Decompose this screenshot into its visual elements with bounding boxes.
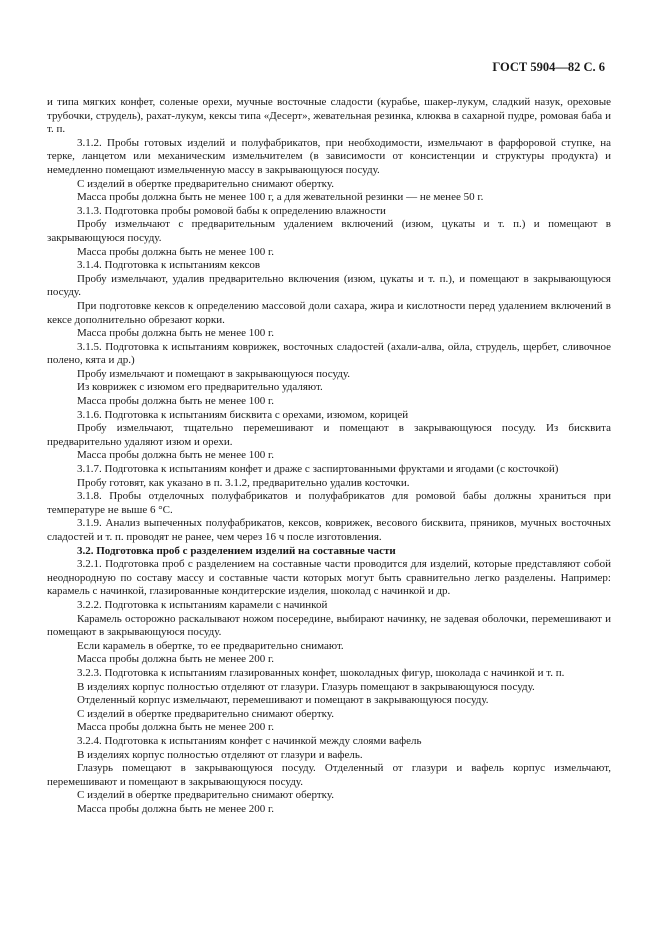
paragraph: 3.2.1. Подготовка проб с разделением на составные части проводится для изделий, которые представляют собой неоднородную по составу массу и составные части которых могут быть сравнительно легко разделены. Например: карамель с начинкой, глазированные кондитерские изделия, шоколад с начинкой и др. <box>47 558 611 598</box>
paragraph: 3.1.8. Пробы отделочных полуфабрикатов и полуфабрикатов для ромовой бабы должны храниться при температуре не выше 6 °С. <box>47 490 611 516</box>
paragraph: Пробу измельчают, удалив предварительно включения (изюм, цукаты и т. п.), и помещают в закрывающуюся посуду. <box>47 272 611 299</box>
paragraph: 3.1.7. Подготовка к испытаниям конфет и драже с заспиртованными фруктами и ягодами (с косточкой) <box>77 463 559 476</box>
paragraph: Карамель осторожно раскалывают ножом посередине, выбирают начинку, не задевая оболочки, перемешивают и помещают в закрывающуюся посуду. <box>47 612 611 639</box>
paragraph: Глазурь помещают в закрывающуюся посуду. Отделенный от глазури и вафель корпус измельчают, перемешивают и помещают в закрывающуюся посуду. <box>47 762 611 788</box>
paragraph: Масса пробы должна быть не менее 100 г. <box>77 395 274 408</box>
paragraph: 3.1.5. Подготовка к испытаниям коврижек, восточных сладостей (ахали-алва, ойла, струдель, щербет, сливочное полено, кята и др.) <box>47 340 611 367</box>
paragraph: В изделиях корпус полностью отделяют от глазури. Глазурь помещают в закрывающуюся посуду. <box>77 680 535 693</box>
paragraph: Если карамель в обертке, то ее предварительно снимают. <box>77 639 344 652</box>
paragraph: 3.2.3. Подготовка к испытаниям глазированных конфет, шоколадных фигур, шоколада с начинкой и т. п. <box>77 666 565 679</box>
paragraph: Отделенный корпус измельчают, перемешивают и помещают в закрывающуюся посуду. <box>77 694 489 707</box>
paragraph: Масса пробы должна быть не менее 100 г. <box>77 245 274 258</box>
paragraph: Пробу измельчают и помещают в закрывающуюся посуду. <box>77 367 351 380</box>
paragraph: С изделий в обертке предварительно снимают обертку. <box>77 177 335 190</box>
section-heading: 3.2. Подготовка проб с разделением изделий на составные части <box>77 544 396 557</box>
paragraph: 3.1.6. Подготовка к испытаниям бисквита с орехами, изюмом, корицей <box>77 408 409 421</box>
paragraph: С изделий в обертке предварительно снимают обертку. <box>77 707 335 720</box>
paragraph: При подготовке кексов к определению массовой доли сахара, жира и кислотности перед удалением включений в кексе дополнительно обрезают корки. <box>47 299 611 326</box>
paragraph: Масса пробы должна быть не менее 100 г. <box>77 327 274 340</box>
paragraph: 3.1.9. Анализ выпеченных полуфабрикатов, кексов, коврижек, весового бисквита, пряников, мучных восточных сладостей и т. п. проводят не ранее, чем через 16 ч после изготовления. <box>47 517 611 543</box>
page-header: ГОСТ 5904—82 С. 6 <box>492 60 605 74</box>
paragraph: С изделий в обертке предварительно снимают обертку. <box>77 789 335 802</box>
paragraph: Масса пробы должна быть не менее 100 г. <box>77 449 274 462</box>
paragraph: Пробу готовят, как указано в п. 3.1.2, предварительно удалив косточки. <box>77 476 410 489</box>
paragraph: 3.1.2. Пробы готовых изделий и полуфабрикатов, при необходимости, измельчают в фарфоровой ступке, на терке, ланцетом или механическим измельчителем (в зависимости от консистенции и структуры продукта) и немедленно помещают измельченную массу в закрывающуюся посуду. <box>47 136 611 176</box>
paragraph: Масса пробы должна быть не менее 200 г. <box>77 721 274 734</box>
paragraph: 3.1.3. Подготовка пробы ромовой бабы к определению влажности <box>77 204 386 217</box>
paragraph: В изделиях корпус полностью отделяют от глазури и вафель. <box>77 748 363 761</box>
paragraph: Масса пробы должна быть не менее 200 г. <box>77 653 274 666</box>
paragraph: и типа мягких конфет, соленые орехи, мучные восточные сладости (курабье, шакер-лукум, сладкий назук, ореховые трубочки, струдель), рахат-лукум, кексы типа «Десерт», жевательная резинка, клюква в сахарной пудре, ромовая баба и т. п. <box>47 96 611 136</box>
paragraph: 3.2.2. Подготовка к испытаниям карамели с начинкой <box>77 598 328 611</box>
paragraph: Пробу измельчают с предварительным удалением включений (изюм, цукаты и т. п.) и помещают в закрывающуюся посуду. <box>47 218 611 244</box>
paragraph: Из коврижек с изюмом его предварительно удаляют. <box>77 381 323 394</box>
paragraph: Масса пробы должна быть не менее 100 г, а для жевательной резинки — не менее 50 г. <box>77 191 484 204</box>
paragraph: Масса пробы должна быть не менее 200 г. <box>77 802 274 815</box>
document-body <box>47 96 611 816</box>
paragraph: 3.2.4. Подготовка к испытаниям конфет с начинкой между слоями вафель <box>77 734 422 747</box>
paragraph: 3.1.4. Подготовка к испытаниям кексов <box>77 259 261 272</box>
paragraph: Пробу измельчают, тщательно перемешивают и помещают в закрывающуюся посуду. Из бисквита предварительно удаляют изюм и орехи. <box>47 422 611 448</box>
